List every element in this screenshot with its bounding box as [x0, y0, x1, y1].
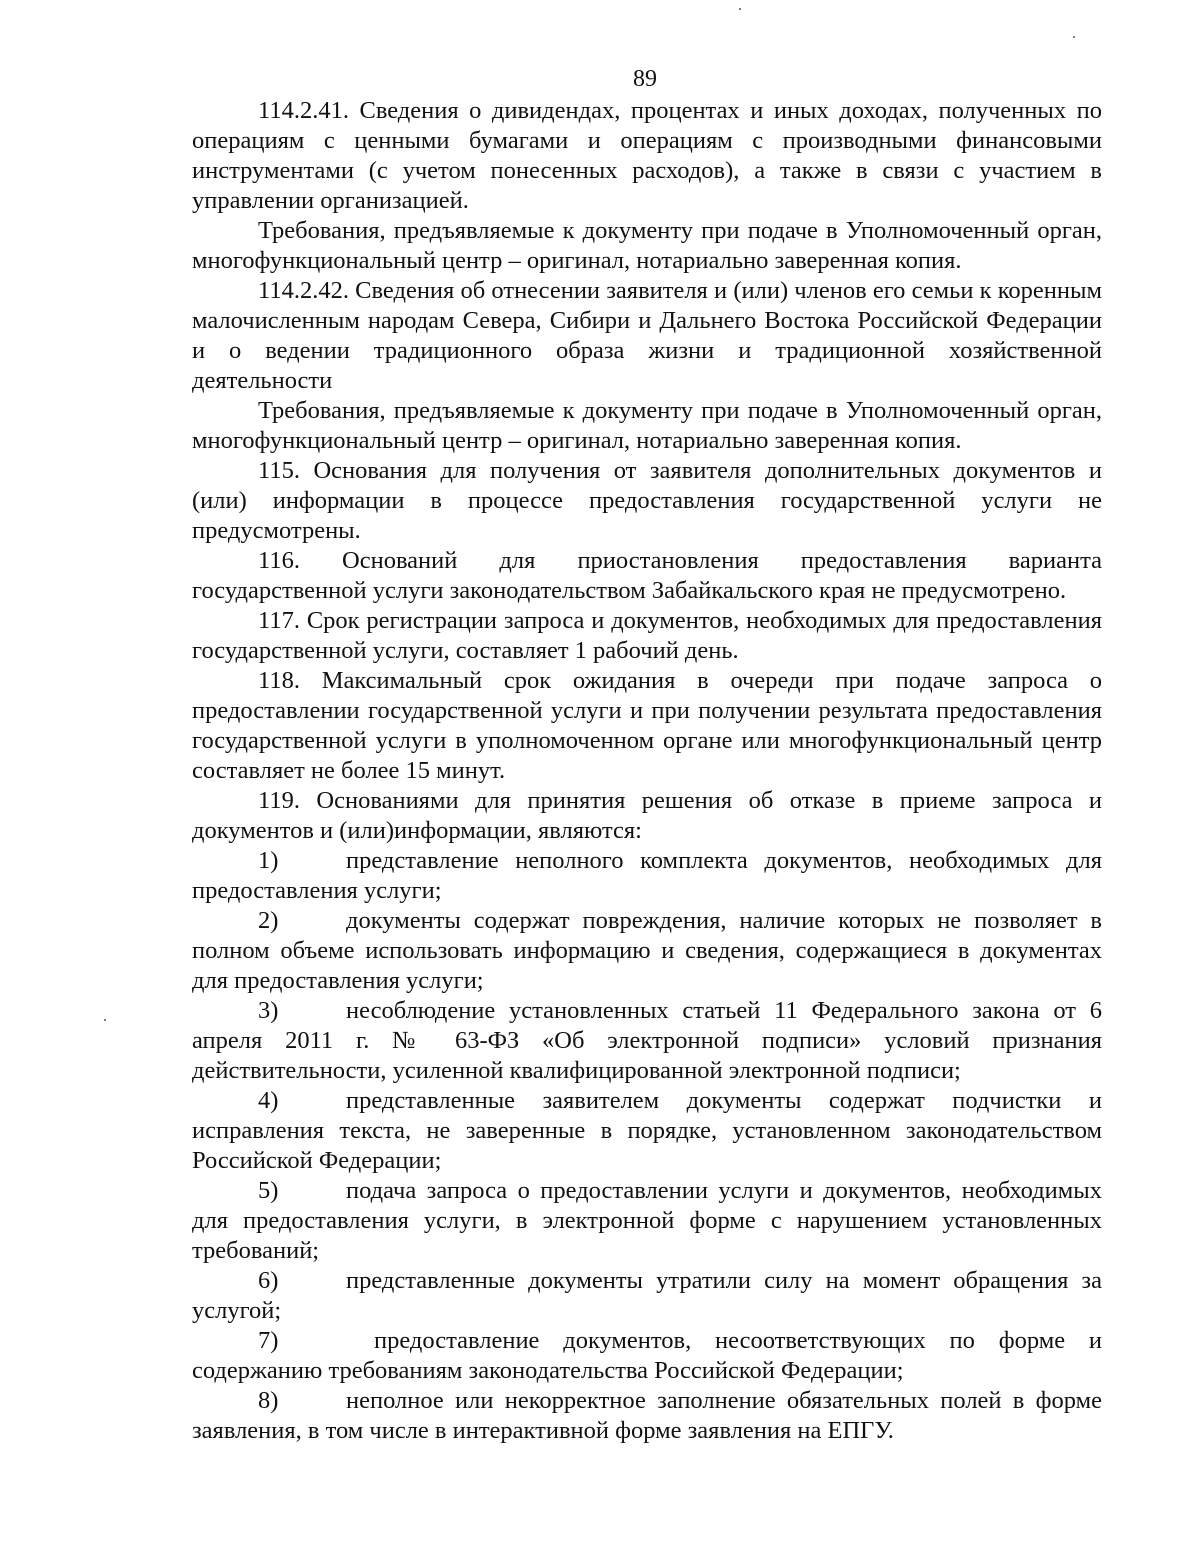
document-body	[192, 96, 1102, 1446]
paragraph-116: 116. Оснований для приостановления предоставления варианта государственной услуги законодательством Забайкальского края не предусмотрено.	[192, 547, 1102, 604]
list-item-text: предоставление документов, несоответствующих по форме и содержанию требованиям законодательства Российской Федерации;	[192, 1327, 1102, 1384]
list-item-number: 6)	[258, 1267, 279, 1294]
list-item	[192, 1086, 1102, 1176]
paragraph-118: 118. Максимальный срок ожидания в очереди при подаче запроса о предоставлении государственной услуги и при получении результата предоставления государственной услуги в уполномоченном органе или многофункциональный центр составляет не более 15 минут.	[192, 667, 1102, 784]
paragraph-115: 115. Основания для получения от заявителя дополнительных документов и (или) информации в процессе предоставления государственной услуги не предусмотрены.	[192, 457, 1102, 544]
list-item	[192, 846, 1102, 906]
paragraph-114-2-41: 114.2.41. Сведения о дивидендах, процентах и иных доходах, полученных по операциям с ценными бумагами и операциям с производными финансовыми инструментами (с учетом понесенных расходов), а также в связи с участием в управлении организацией.	[192, 97, 1102, 214]
list-item	[192, 996, 1102, 1086]
list-item-text: несоблюдение установленных статьей 11 Федерального закона от 6 апреля 2011 г. № 63-ФЗ «Об электронной подписи» условий признания действительности, усиленной квалифицированной электронной подписи;	[192, 997, 1102, 1084]
list-item-text: неполное или некорректное заполнение обязательных полей в форме заявления, в том числе в интерактивной форме заявления на ЕПГУ.	[192, 1387, 1102, 1444]
list-item-text: документы содержат повреждения, наличие которых не позволяет в полном объеме использовать информацию и сведения, содержащиеся в документах для предоставления услуги;	[192, 907, 1102, 994]
scan-speck	[104, 1019, 106, 1021]
page-number: 89	[633, 66, 657, 92]
paragraph-requirements-1: Требования, предъявляемые к документу при подаче в Уполномоченный орган, многофункциональный центр – оригинал, нотариально заверенная копия.	[192, 217, 1102, 274]
list-item	[192, 1386, 1102, 1446]
scan-speck	[739, 8, 741, 10]
list-item-text: представленные заявителем документы содержат подчистки и исправления текста, не заверенные в порядке, установленном законодательством Российской Федерации;	[192, 1087, 1102, 1174]
list-item-number: 2)	[258, 907, 279, 934]
list-item-number: 3)	[258, 997, 279, 1024]
list-item-text: подача запроса о предоставлении услуги и документов, необходимых для предоставления услуги, в электронной форме с нарушением установленных требований;	[192, 1177, 1102, 1264]
list-item-text: представление неполного комплекта документов, необходимых для предоставления услуги;	[192, 847, 1102, 904]
list-item	[192, 1326, 1102, 1386]
list-item	[192, 1176, 1102, 1266]
paragraph-117: 117. Срок регистрации запроса и документов, необходимых для предоставления государственной услуги, составляет 1 рабочий день.	[192, 607, 1102, 664]
paragraph-119: 119. Основаниями для принятия решения об отказе в приеме запроса и документов и (или)информации, являются:	[192, 787, 1102, 844]
list-item	[192, 1266, 1102, 1326]
list-item	[192, 906, 1102, 996]
list-item-number: 8)	[258, 1387, 279, 1414]
list-item-number: 5)	[258, 1177, 279, 1204]
list-item-number: 1)	[258, 847, 279, 874]
list-item-number: 4)	[258, 1087, 279, 1114]
paragraph-114-2-42: 114.2.42. Сведения об отнесении заявителя и (или) членов его семьи к коренным малочисленным народам Севера, Сибири и Дальнего Востока Российской Федерации и о ведении традиционного образа жизни и традиционной хозяйственной деятельности	[192, 277, 1102, 394]
scan-speck	[1073, 36, 1075, 38]
paragraph-requirements-2: Требования, предъявляемые к документу при подаче в Уполномоченный орган, многофункциональный центр – оригинал, нотариально заверенная копия.	[192, 397, 1102, 454]
list-item-text: представленные документы утратили силу на момент обращения за услугой;	[192, 1267, 1102, 1324]
list-item-number: 7)	[258, 1327, 279, 1354]
